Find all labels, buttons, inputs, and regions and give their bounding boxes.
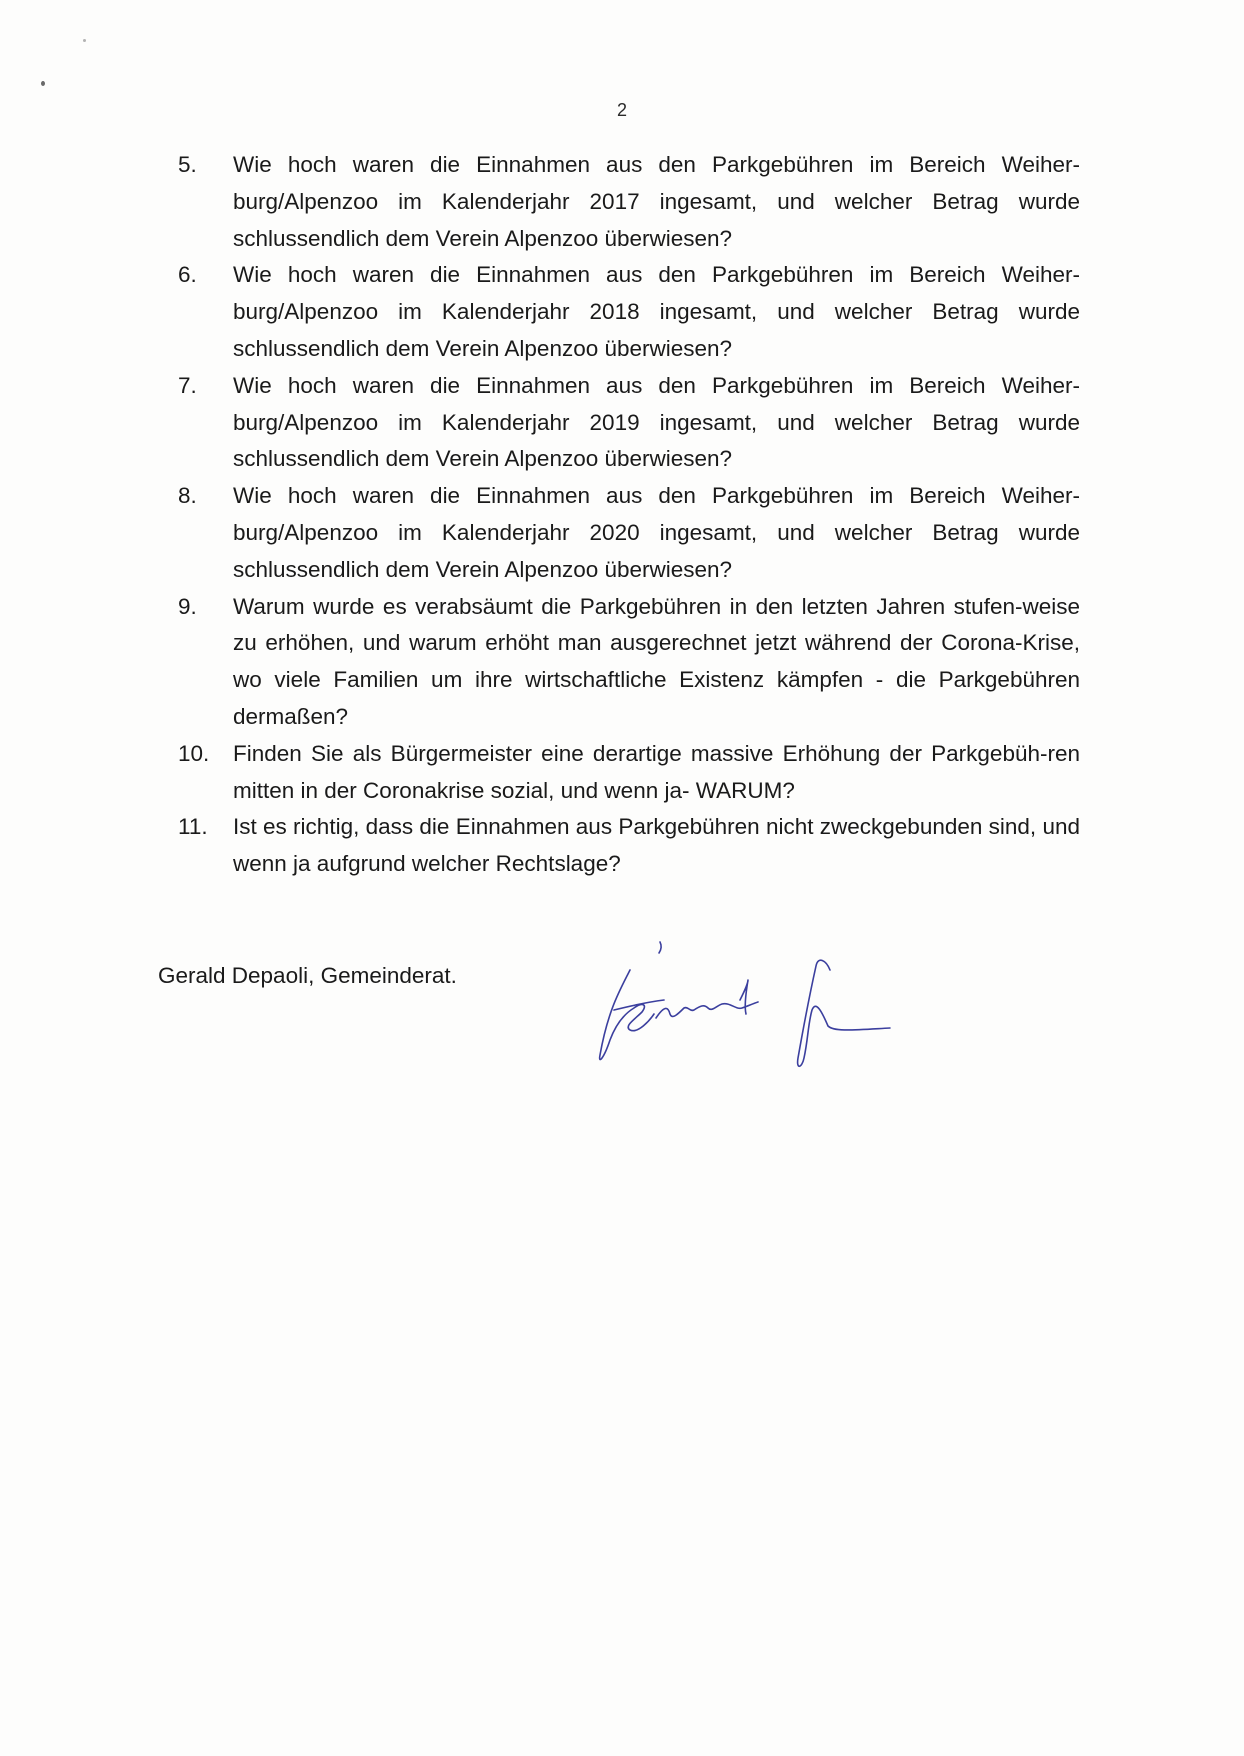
list-item: [178, 589, 1080, 736]
question-text: Wie hoch waren die Einnahmen aus den Parkgebühren im Bereich Weiher-burg/Alpenzoo im Kalenderjahr 2020 ingesamt, und welcher Betrag wurde schlussendlich dem Verein Alpenzoo überwiesen?: [233, 483, 1080, 582]
list-item: [178, 257, 1080, 367]
question-number: 5.: [178, 152, 197, 177]
question-list: [178, 147, 1080, 883]
question-number: 6.: [178, 262, 197, 288]
question-text: Wie hoch waren die Einnahmen aus den Parkgebühren im Bereich Weiher-burg/Alpenzoo im Kalenderjahr 2018 ingesamt, und welcher Betrag wurde schlussendlich dem Verein Alpenzoo überwiesen?: [233, 262, 1080, 361]
list-item: [178, 809, 1080, 883]
question-number: 7.: [178, 372, 197, 398]
list-item: [178, 368, 1080, 478]
scan-speck: [83, 39, 86, 42]
question-text: Wie hoch waren die Einnahmen aus den Parkgebühren im Bereich Weiher-burg/Alpenzoo im Kalenderjahr 2019 ingesamt, und welcher Betrag wurde schlussendlich dem Verein Alpenzoo überwiesen?: [233, 372, 1080, 472]
question-text: Warum wurde es verabsäumt die Parkgebühren in den letzten Jahren stufen-weise zu erhöhen, und warum erhöht man ausgerechnet jetzt während der Corona-Krise, wo viele Familien um ihre wirtschaftliche Existenz kämpfen - die Parkgebühren dermaßen?: [233, 593, 1080, 729]
question-text: Finden Sie als Bürgermeister eine derartige massive Erhöhung der Parkgebüh-ren mitten in der Coronakrise sozial, und wenn ja- WARUM?: [233, 740, 1080, 803]
question-text: Ist es richtig, dass die Einnahmen aus Parkgebühren nicht zweckgebunden sind, und wenn ja aufgrund welcher Rechtslage?: [233, 814, 1080, 877]
page-number: 2: [616, 100, 627, 120]
handwritten-signature: [590, 940, 920, 1090]
question-number: 11.: [178, 814, 208, 840]
scan-speck: [41, 81, 45, 86]
signature-line: Gerald Depaoli, Gemeinderat.: [158, 963, 457, 988]
question-number: 10.: [178, 740, 210, 766]
question-number: 9.: [178, 593, 197, 619]
question-number: 8.: [178, 483, 197, 509]
list-item: [178, 478, 1080, 588]
list-item: [178, 736, 1080, 810]
question-text: Wie hoch waren die Einnahmen aus den Parkgebühren im Bereich Weiher-burg/Alpenzoo im Kalenderjahr 2017 ingesamt, und welcher Betrag wurde schlussendlich dem Verein Alpenzoo überwiesen?: [233, 152, 1080, 251]
list-item: [178, 147, 1080, 257]
